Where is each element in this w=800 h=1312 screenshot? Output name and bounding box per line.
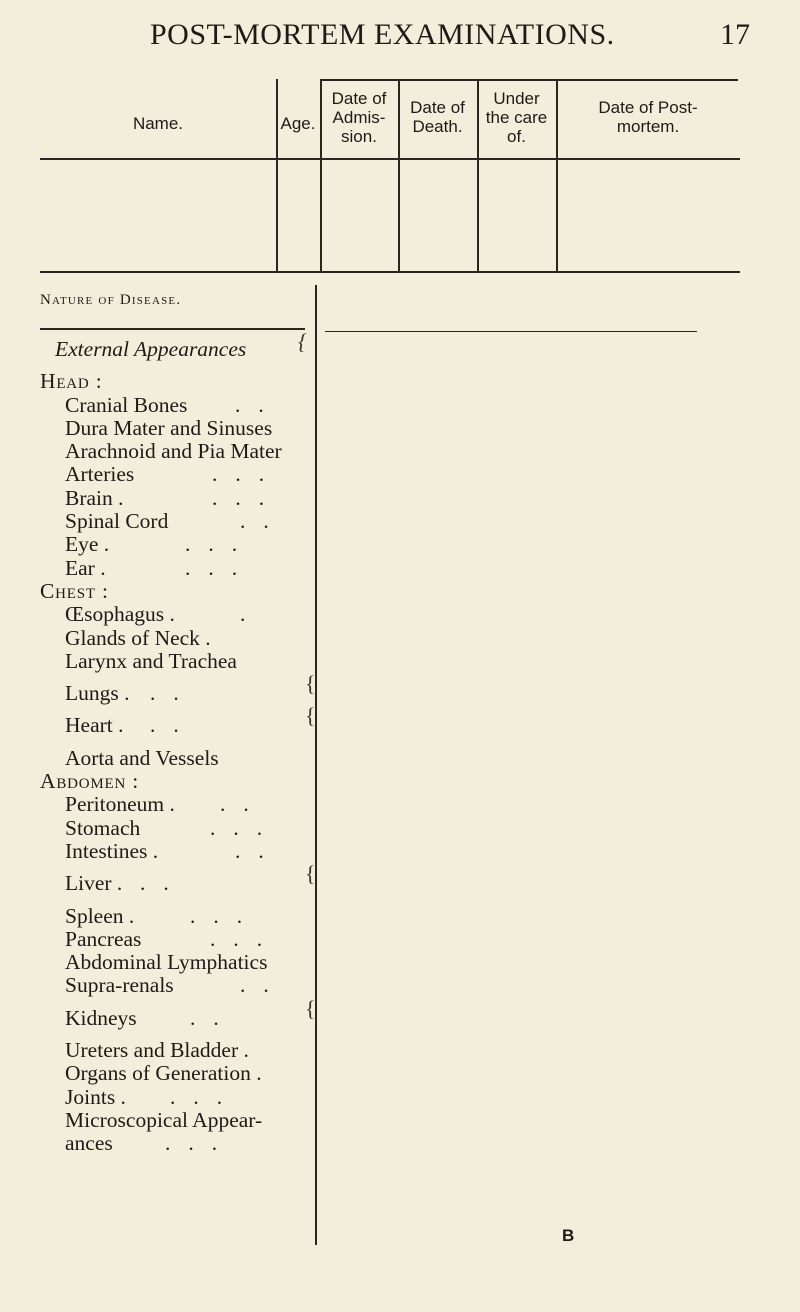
table-bottom-rule	[40, 271, 740, 273]
page-number: 17	[720, 18, 750, 51]
nature-of-disease-heading: Nature of Disease.	[40, 292, 182, 308]
column-header-death-date: Date of Death.	[410, 98, 465, 136]
organ-item: Microscopical Appear-	[65, 1107, 263, 1132]
table-top-rule	[320, 79, 738, 81]
findings-rule	[325, 331, 697, 332]
organ-item: Arachnoid and Pia Mater	[65, 439, 282, 464]
organ-item: Kidneys .. {	[65, 995, 316, 1030]
organ-item: Brain . ...	[65, 485, 283, 510]
abdomen-section-title: Abdomen :	[40, 769, 140, 794]
column-header-admission-date: Date of Admis- sion.	[331, 89, 387, 146]
organ-item: Supra-renals ..	[65, 973, 287, 998]
column-header-name: Name.	[132, 114, 184, 133]
chest-section-title: Chest :	[40, 578, 109, 603]
organ-item: Spleen . ...	[65, 903, 261, 928]
organ-item: Abdominal Lymphatics	[65, 950, 268, 975]
organ-list	[40, 329, 316, 1156]
external-appearances-label: External Appearances {	[55, 329, 307, 361]
organ-item: Intestines . ..	[65, 838, 282, 863]
organ-item: Œsophagus . .	[65, 602, 264, 627]
organ-item: Arteries ...	[65, 462, 283, 487]
organ-item: Lungs . .. {	[65, 671, 316, 706]
nature-rule	[40, 328, 305, 330]
organ-item: Stomach ...	[65, 815, 281, 840]
column-divider	[276, 79, 278, 271]
column-header-postmortem-date: Date of Post- mortem.	[598, 98, 698, 136]
organ-item: Spinal Cord ..	[65, 509, 287, 534]
organ-item: Dura Mater and Sinuses	[65, 415, 273, 440]
organ-item: Organs of Generation .	[65, 1061, 262, 1086]
organ-item: Larynx and Trachea	[65, 648, 237, 673]
organ-column-divider	[315, 285, 317, 1245]
running-title: POST-MORTEM EXAMINATIONS.	[150, 18, 615, 51]
organ-item: Heart . .. {	[65, 703, 316, 738]
organ-item: Aorta and Vessels	[65, 745, 219, 770]
organ-item: Ear . ...	[65, 555, 256, 580]
organ-item: ances ...	[65, 1131, 236, 1156]
organ-item: Pancreas ...	[65, 926, 281, 951]
organ-item: Peritoneum . ..	[65, 792, 267, 817]
column-header-under-care-of: Under the care of.	[485, 89, 548, 146]
organ-item: Ureters and Bladder .	[65, 1038, 249, 1063]
organ-item: Joints . ...	[65, 1084, 241, 1109]
column-header-age: Age.	[280, 114, 316, 133]
table-header-rule	[40, 158, 740, 160]
signature-letter: B	[562, 1226, 575, 1245]
organ-item: Eye . ...	[65, 532, 256, 557]
head-section-title: Head :	[40, 369, 103, 394]
organ-item: Cranial Bones ..	[65, 392, 282, 417]
organ-item: Liver . .. {	[65, 861, 316, 896]
organ-item: Glands of Neck .	[65, 625, 211, 650]
